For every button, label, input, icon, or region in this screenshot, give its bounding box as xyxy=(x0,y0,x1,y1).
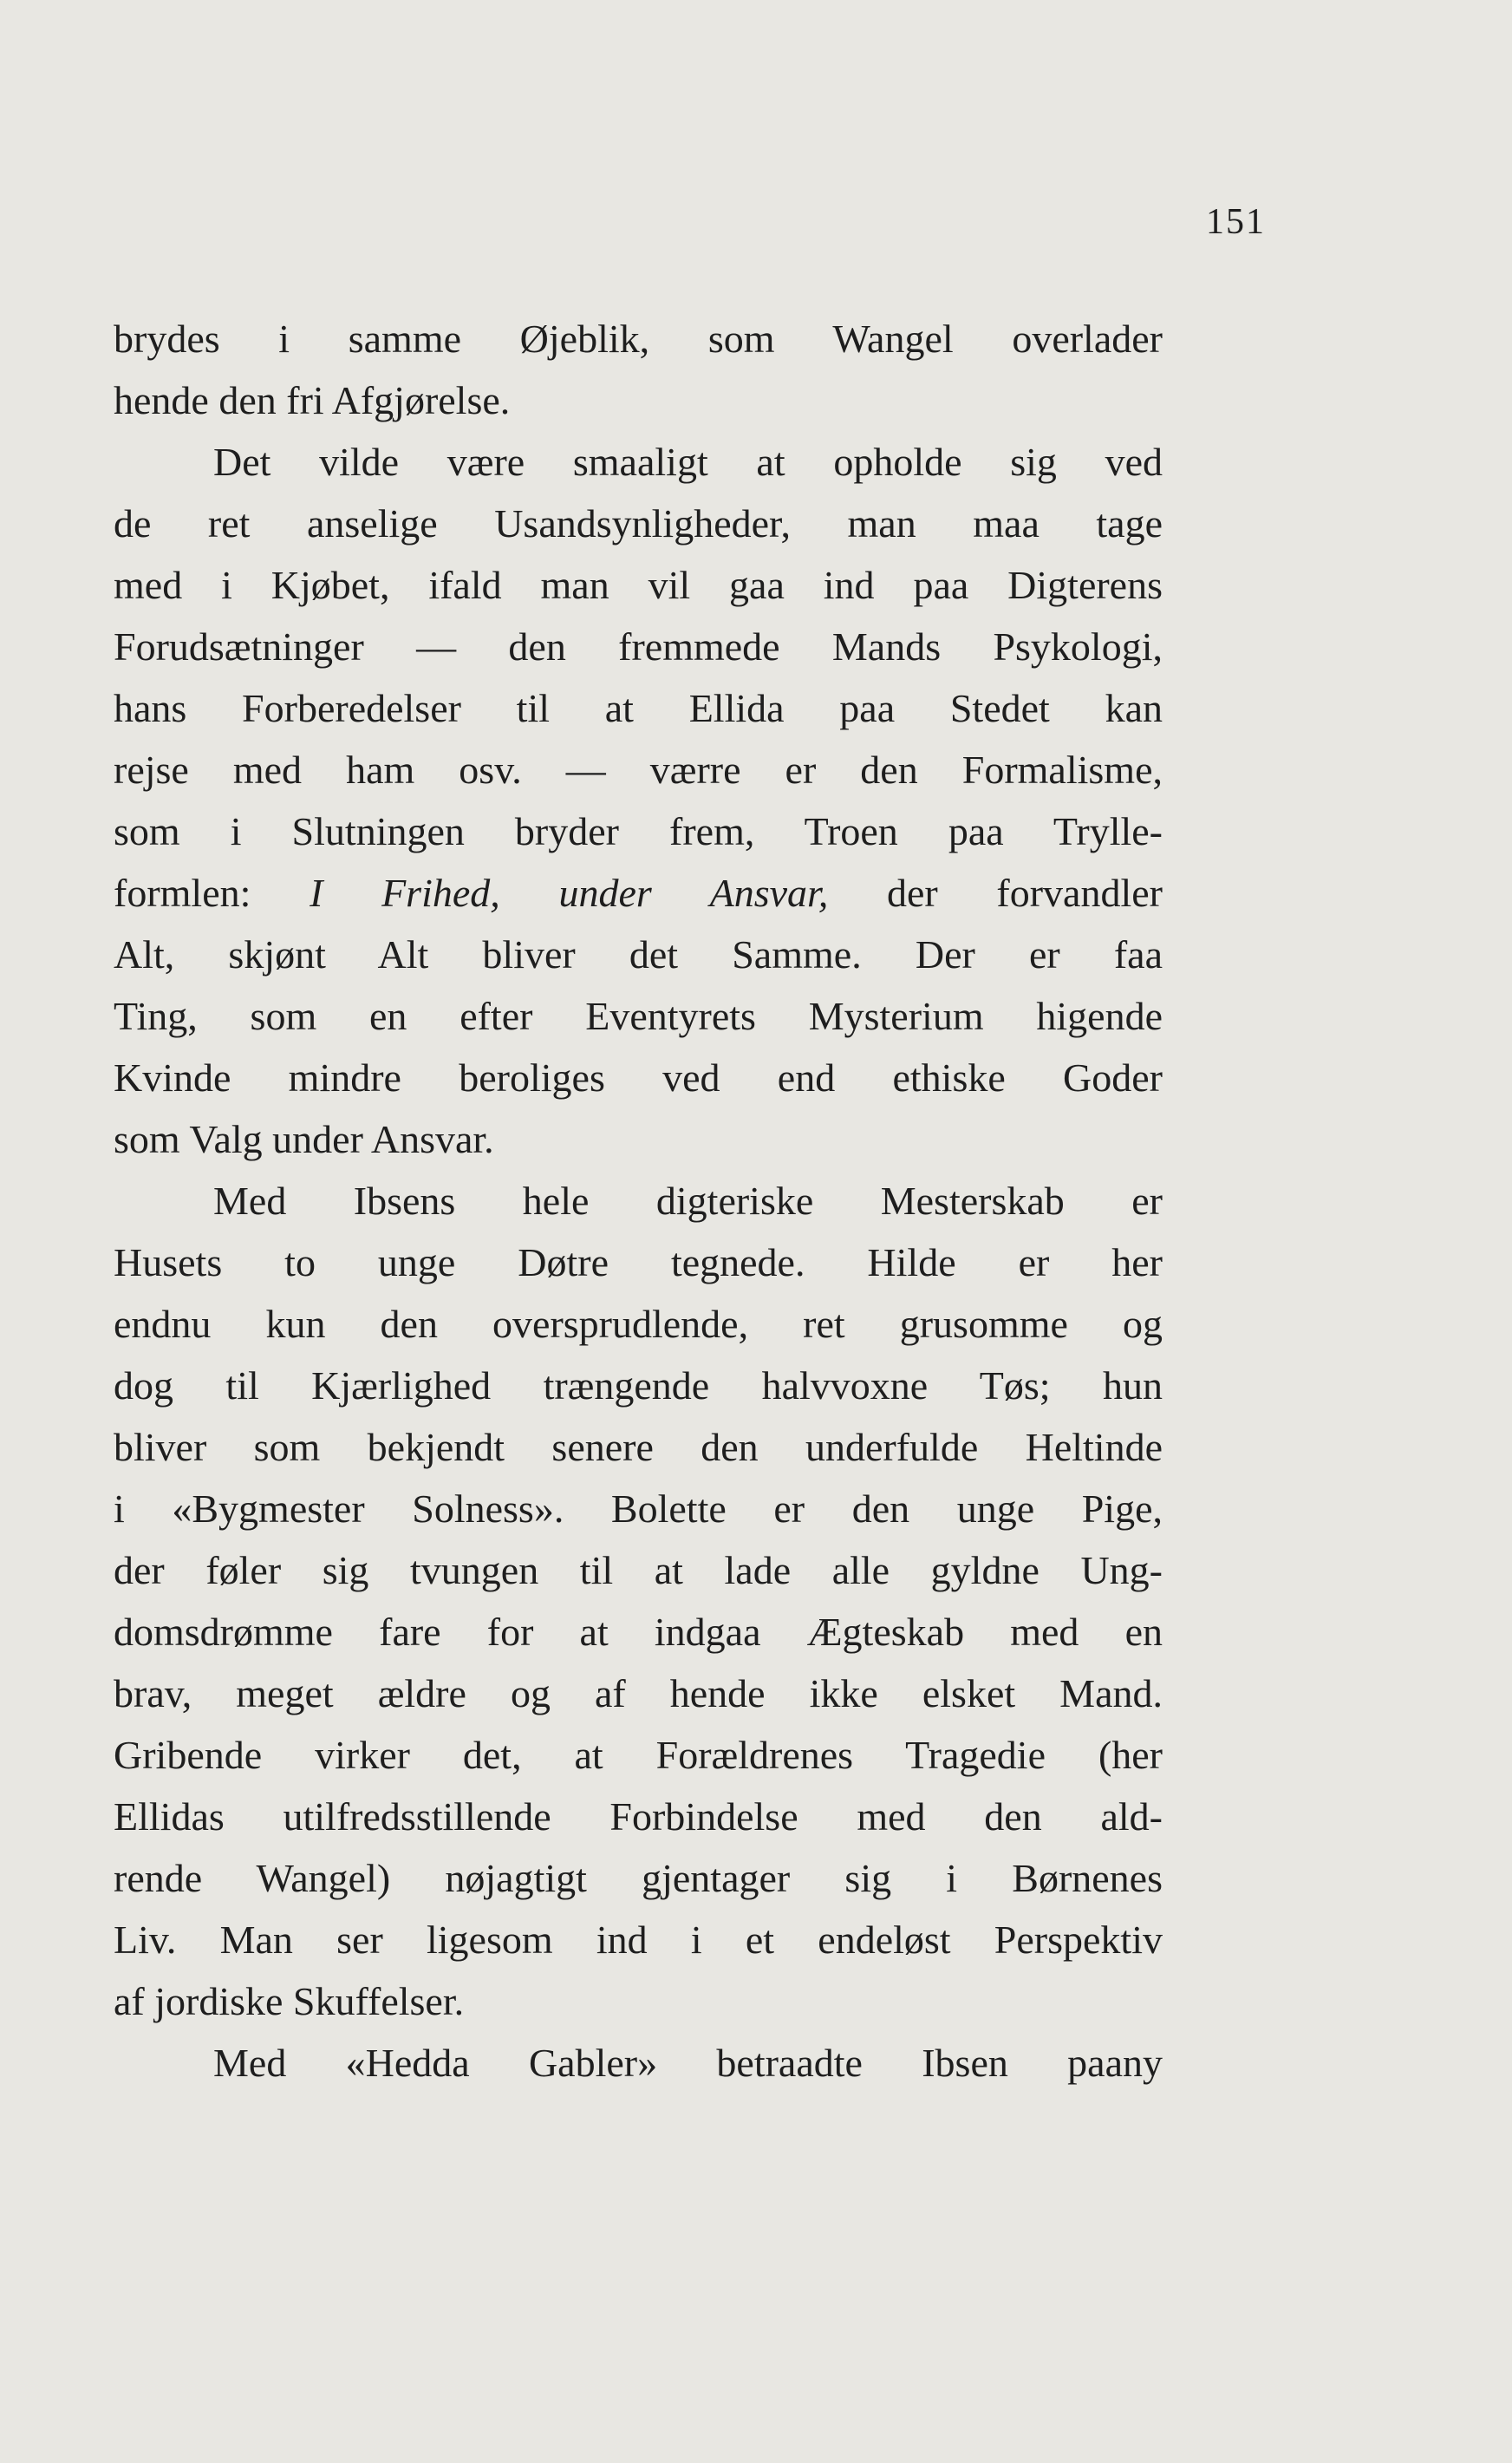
text-line: endnu kun den oversprudlende, ret grusomme og xyxy=(114,1302,1163,1346)
text-line: Med «Hedda Gabler» betraadte Ibsen paany xyxy=(213,2041,1163,2085)
text-line: brav, meget ældre og af hende ikke elsket Mand. xyxy=(114,1671,1163,1715)
text-segment: der forvandler xyxy=(887,871,1163,915)
text-line: hende den fri Afgjørelse. xyxy=(114,378,511,422)
text-line: med i Kjøbet, ifald man vil gaa ind paa Digterens xyxy=(114,563,1163,607)
text-line: af jordiske Skuffelser. xyxy=(114,1979,465,2023)
text-line: Med Ibsens hele digteriske Mesterskab er xyxy=(213,1179,1163,1223)
text-line: rende Wangel) nøjagtigt gjentager sig i Børnenes xyxy=(114,1856,1163,1900)
text-segment: formlen: xyxy=(114,871,310,915)
text-line: Alt, skjønt Alt bliver det Samme. Der er faa xyxy=(114,932,1163,977)
text-line xyxy=(114,862,1163,924)
text-line: Husets to unge Døtre tegnede. Hilde er her xyxy=(114,1240,1163,1284)
text-line: der føler sig tvungen til at lade alle gyldne Ung- xyxy=(114,1548,1163,1592)
text-line: Det vilde være smaaligt at opholde sig ved xyxy=(213,440,1163,484)
text-line: som i Slutningen bryder frem, Troen paa Trylle- xyxy=(114,809,1163,853)
text-line: domsdrømme fare for at indgaa Ægteskab med en xyxy=(114,1610,1163,1654)
text-line: som Valg under Ansvar. xyxy=(114,1117,494,1161)
text-line: Ting, som en efter Eventyrets Mysterium higende xyxy=(114,994,1163,1038)
text-line: Liv. Man ser ligesom ind i et endeløst Perspektiv xyxy=(114,1917,1163,1962)
text-line: dog til Kjærlighed trængende halvvoxne Tøs; hun xyxy=(114,1363,1163,1408)
text-line: Gribende virker det, at Forældrenes Tragedie (her xyxy=(114,1733,1163,1777)
text-line: brydes i samme Øjeblik, som Wangel overlader xyxy=(114,317,1163,361)
text-line: hans Forberedelser til at Ellida paa Stedet kan xyxy=(114,686,1163,730)
text-line: de ret anselige Usandsynligheder, man maa tage xyxy=(114,501,1163,546)
text-line: Ellidas utilfredsstillende Forbindelse med den ald- xyxy=(114,1794,1163,1839)
italic-phrase: I Frihed, under Ansvar, xyxy=(310,871,829,915)
text-line: i «Bygmester Solness». Bolette er den unge Pige, xyxy=(114,1486,1163,1531)
text-line: Forudsætninger — den fremmede Mands Psykologi, xyxy=(114,624,1163,669)
text-line: Kvinde mindre beroliges ved end ethiske Goder xyxy=(114,1055,1163,1100)
body-text xyxy=(114,308,1163,2094)
text-line: bliver som bekjendt senere den underfulde Heltinde xyxy=(114,1425,1163,1469)
text-line: rejse med ham osv. — værre er den Formalisme, xyxy=(114,748,1163,792)
page-number: 151 xyxy=(1206,202,1266,242)
